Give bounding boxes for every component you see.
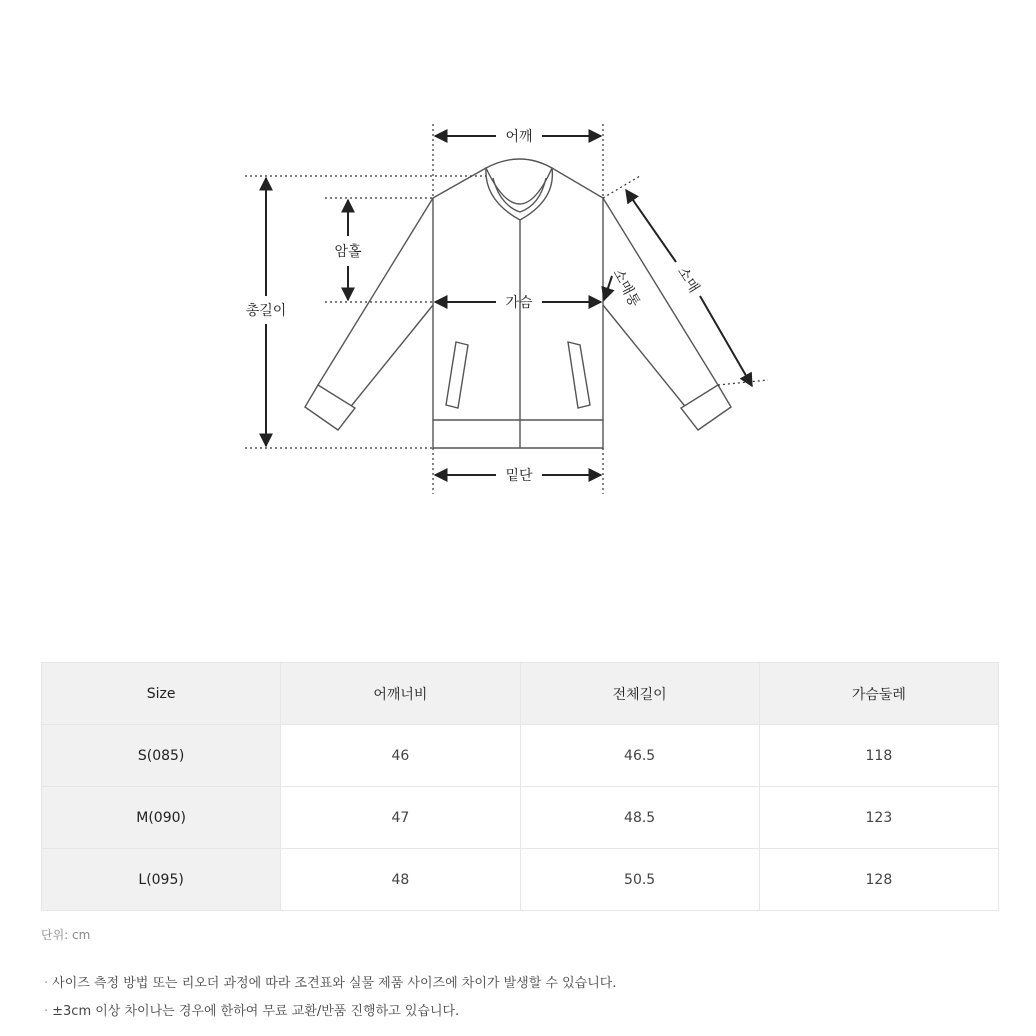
shoulder-cell: 46 [281, 725, 520, 787]
sleeve-arrow-up [626, 190, 676, 262]
total-length-label: 총길이 [245, 303, 287, 319]
chest-label: 가슴 [505, 295, 533, 311]
table-row [42, 849, 999, 911]
chest-cell: 118 [759, 725, 998, 787]
header-chest: 가슴둘레 [759, 663, 998, 725]
size-cell: M(090) [42, 787, 281, 849]
shoulder-cell: 48 [281, 849, 520, 911]
notes-list [44, 974, 616, 1030]
header-size: Size [42, 663, 281, 725]
unit-note: 단위: cm [41, 928, 91, 942]
sleeve-label: 소매 [674, 264, 702, 296]
chest-cell: 123 [759, 787, 998, 849]
header-shoulder: 어깨너비 [281, 663, 520, 725]
size-table-header [42, 663, 999, 725]
size-table [41, 662, 999, 911]
chest-cell: 128 [759, 849, 998, 911]
shoulder-cell: 47 [281, 787, 520, 849]
sleeve-width-arrow [604, 276, 612, 300]
length-cell: 46.5 [520, 725, 759, 787]
bullet: · [44, 976, 49, 991]
list-item [44, 974, 616, 1002]
list-item [44, 1002, 616, 1030]
bullet: · [44, 1004, 49, 1019]
armhole-label: 암홀 [334, 244, 362, 260]
hem-label: 밑단 [505, 468, 533, 484]
length-cell: 48.5 [520, 787, 759, 849]
table-row [42, 787, 999, 849]
size-cell: S(085) [42, 725, 281, 787]
header-length: 전체길이 [520, 663, 759, 725]
note-text: 사이즈 측정 방법 또는 리오더 과정에 따라 조견표와 실물 제품 사이즈에 차이가 발생할 수 있습니다. [52, 976, 617, 991]
table-row [42, 725, 999, 787]
length-cell: 50.5 [520, 849, 759, 911]
shoulder-label: 어깨 [505, 129, 533, 145]
size-cell: L(095) [42, 849, 281, 911]
sleeve-arrow-down [700, 296, 752, 386]
note-text: ±3cm 이상 차이나는 경우에 한하여 무료 교환/반품 진행하고 있습니다. [52, 1004, 460, 1019]
sleeve-width-label: 소매통 [609, 266, 643, 310]
